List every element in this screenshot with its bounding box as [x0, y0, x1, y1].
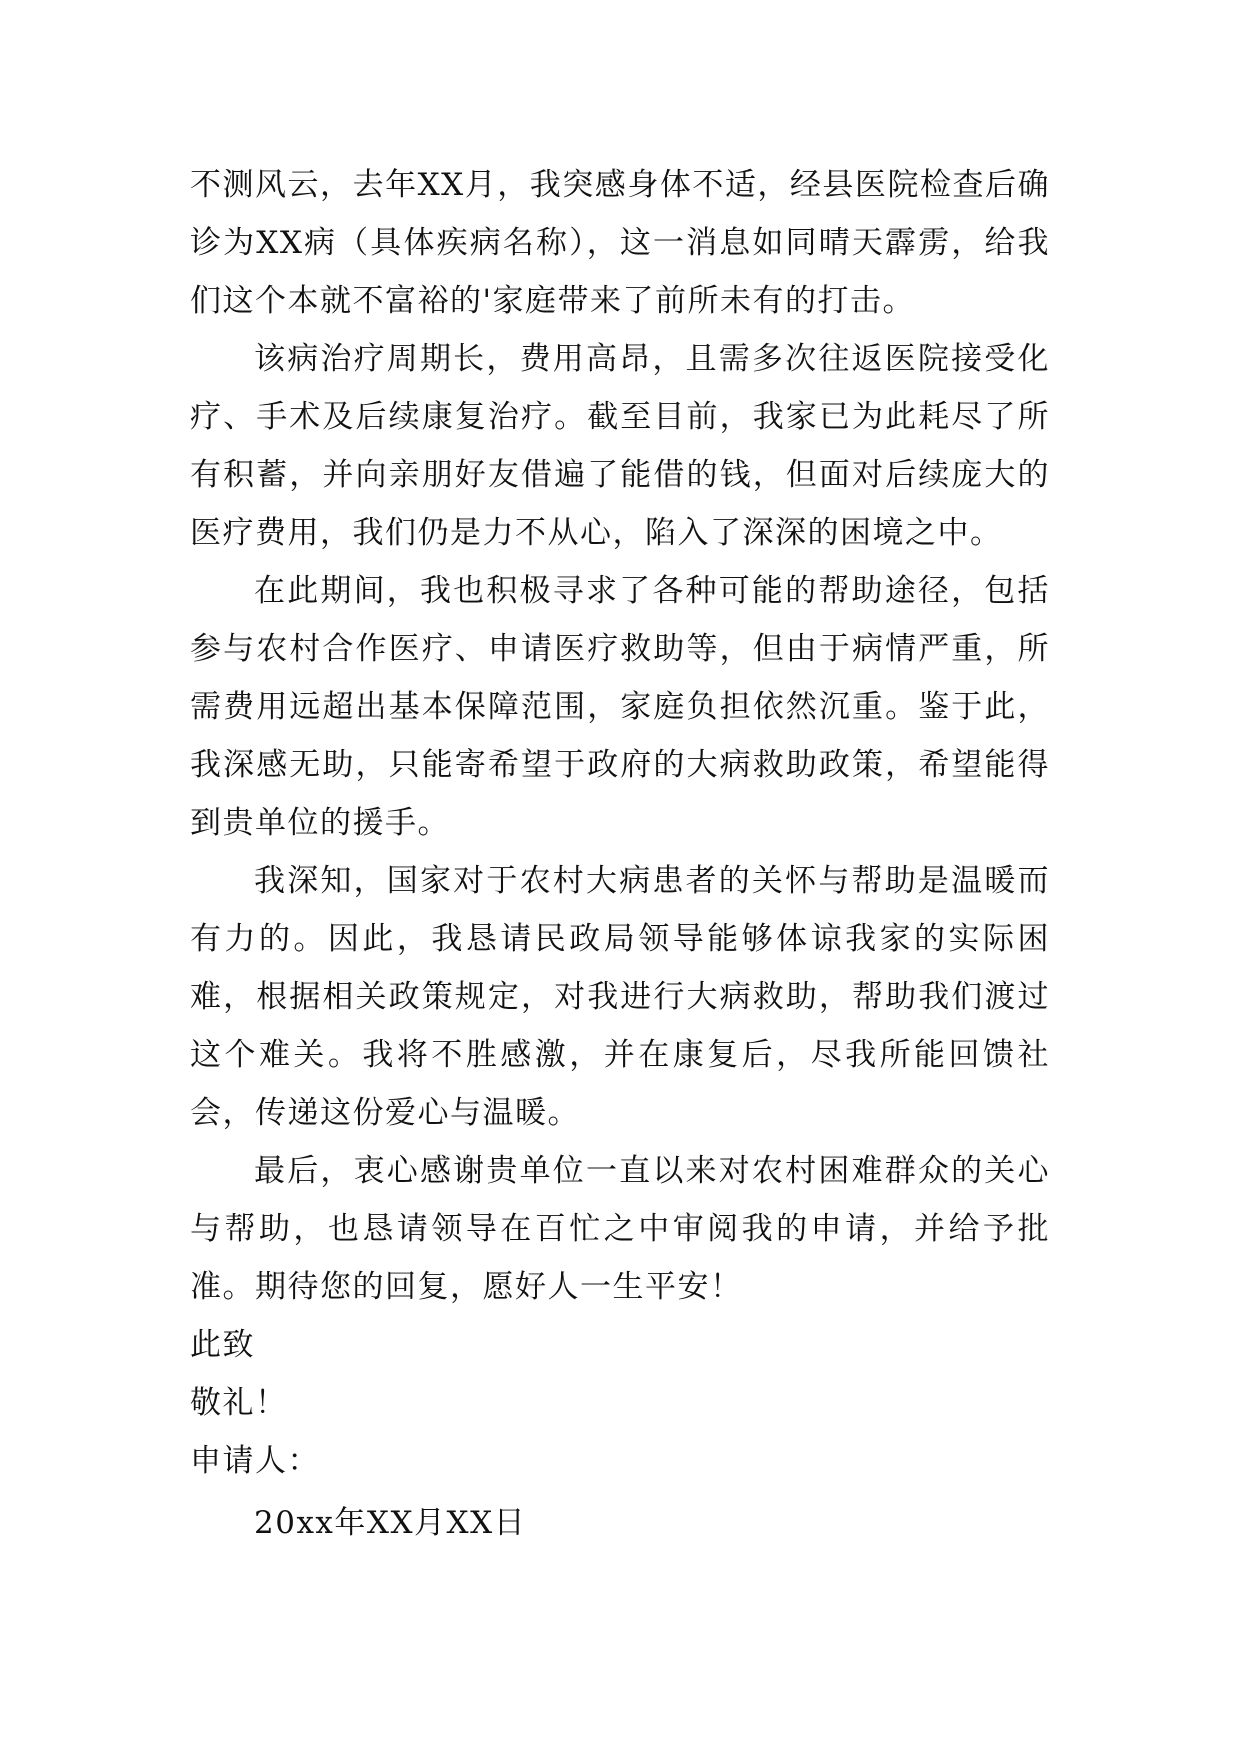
paragraph-thanks: 最后，衷心感谢贵单位一直以来对农村困难群众的关心与帮助，也恳请领导在百忙之中审阅我的申请，并给予批准。期待您的回复，愿好人一生平安！: [190, 1153, 1050, 1305]
letter-date: 20xx年XX月XX日: [254, 1505, 527, 1541]
paragraph-request: 我深知，国家对于农村大病患者的关怀与帮助是温暖而有力的。因此，我恳请民政局领导能够体谅我家的实际困难，根据相关政策规定，对我进行大病救助，帮助我们渡过这个难关。我将不胜感激，并在康复后，尽我所能回馈社会，传递这份爱心与温暖。: [190, 863, 1050, 1131]
closing-regards: 敬礼！: [190, 1385, 288, 1421]
applicant-label: 申请人：: [190, 1443, 320, 1479]
paragraph-continuation: 不测风云，去年XX月，我突感身体不适，经县医院检查后确诊为XX病（具体疾病名称），这一消息如同晴天霹雳，给我们这个本就不富裕的'家庭带来了前所未有的打击。: [190, 167, 1050, 319]
paragraph-treatment-cost: 该病治疗周期长，费用高昂，且需多次往返医院接受化疗、手术及后续康复治疗。截至目前，我家已为此耗尽了所有积蓄，并向亲朋好友借遍了能借的钱，但面对后续庞大的医疗费用，我们仍是力不从心，陷入了深深的困境之中。: [190, 341, 1050, 551]
paragraph-help-sought: 在此期间，我也积极寻求了各种可能的帮助途径，包括参与农村合作医疗、申请医疗救助等，但由于病情严重，所需费用远超出基本保障范围，家庭负担依然沉重。鉴于此，我深感无助，只能寄希望于政府的大病救助政策，希望能得到贵单位的援手。: [190, 573, 1050, 841]
letter-body: [190, 156, 1050, 1552]
closing-salutation: 此致: [190, 1327, 255, 1363]
